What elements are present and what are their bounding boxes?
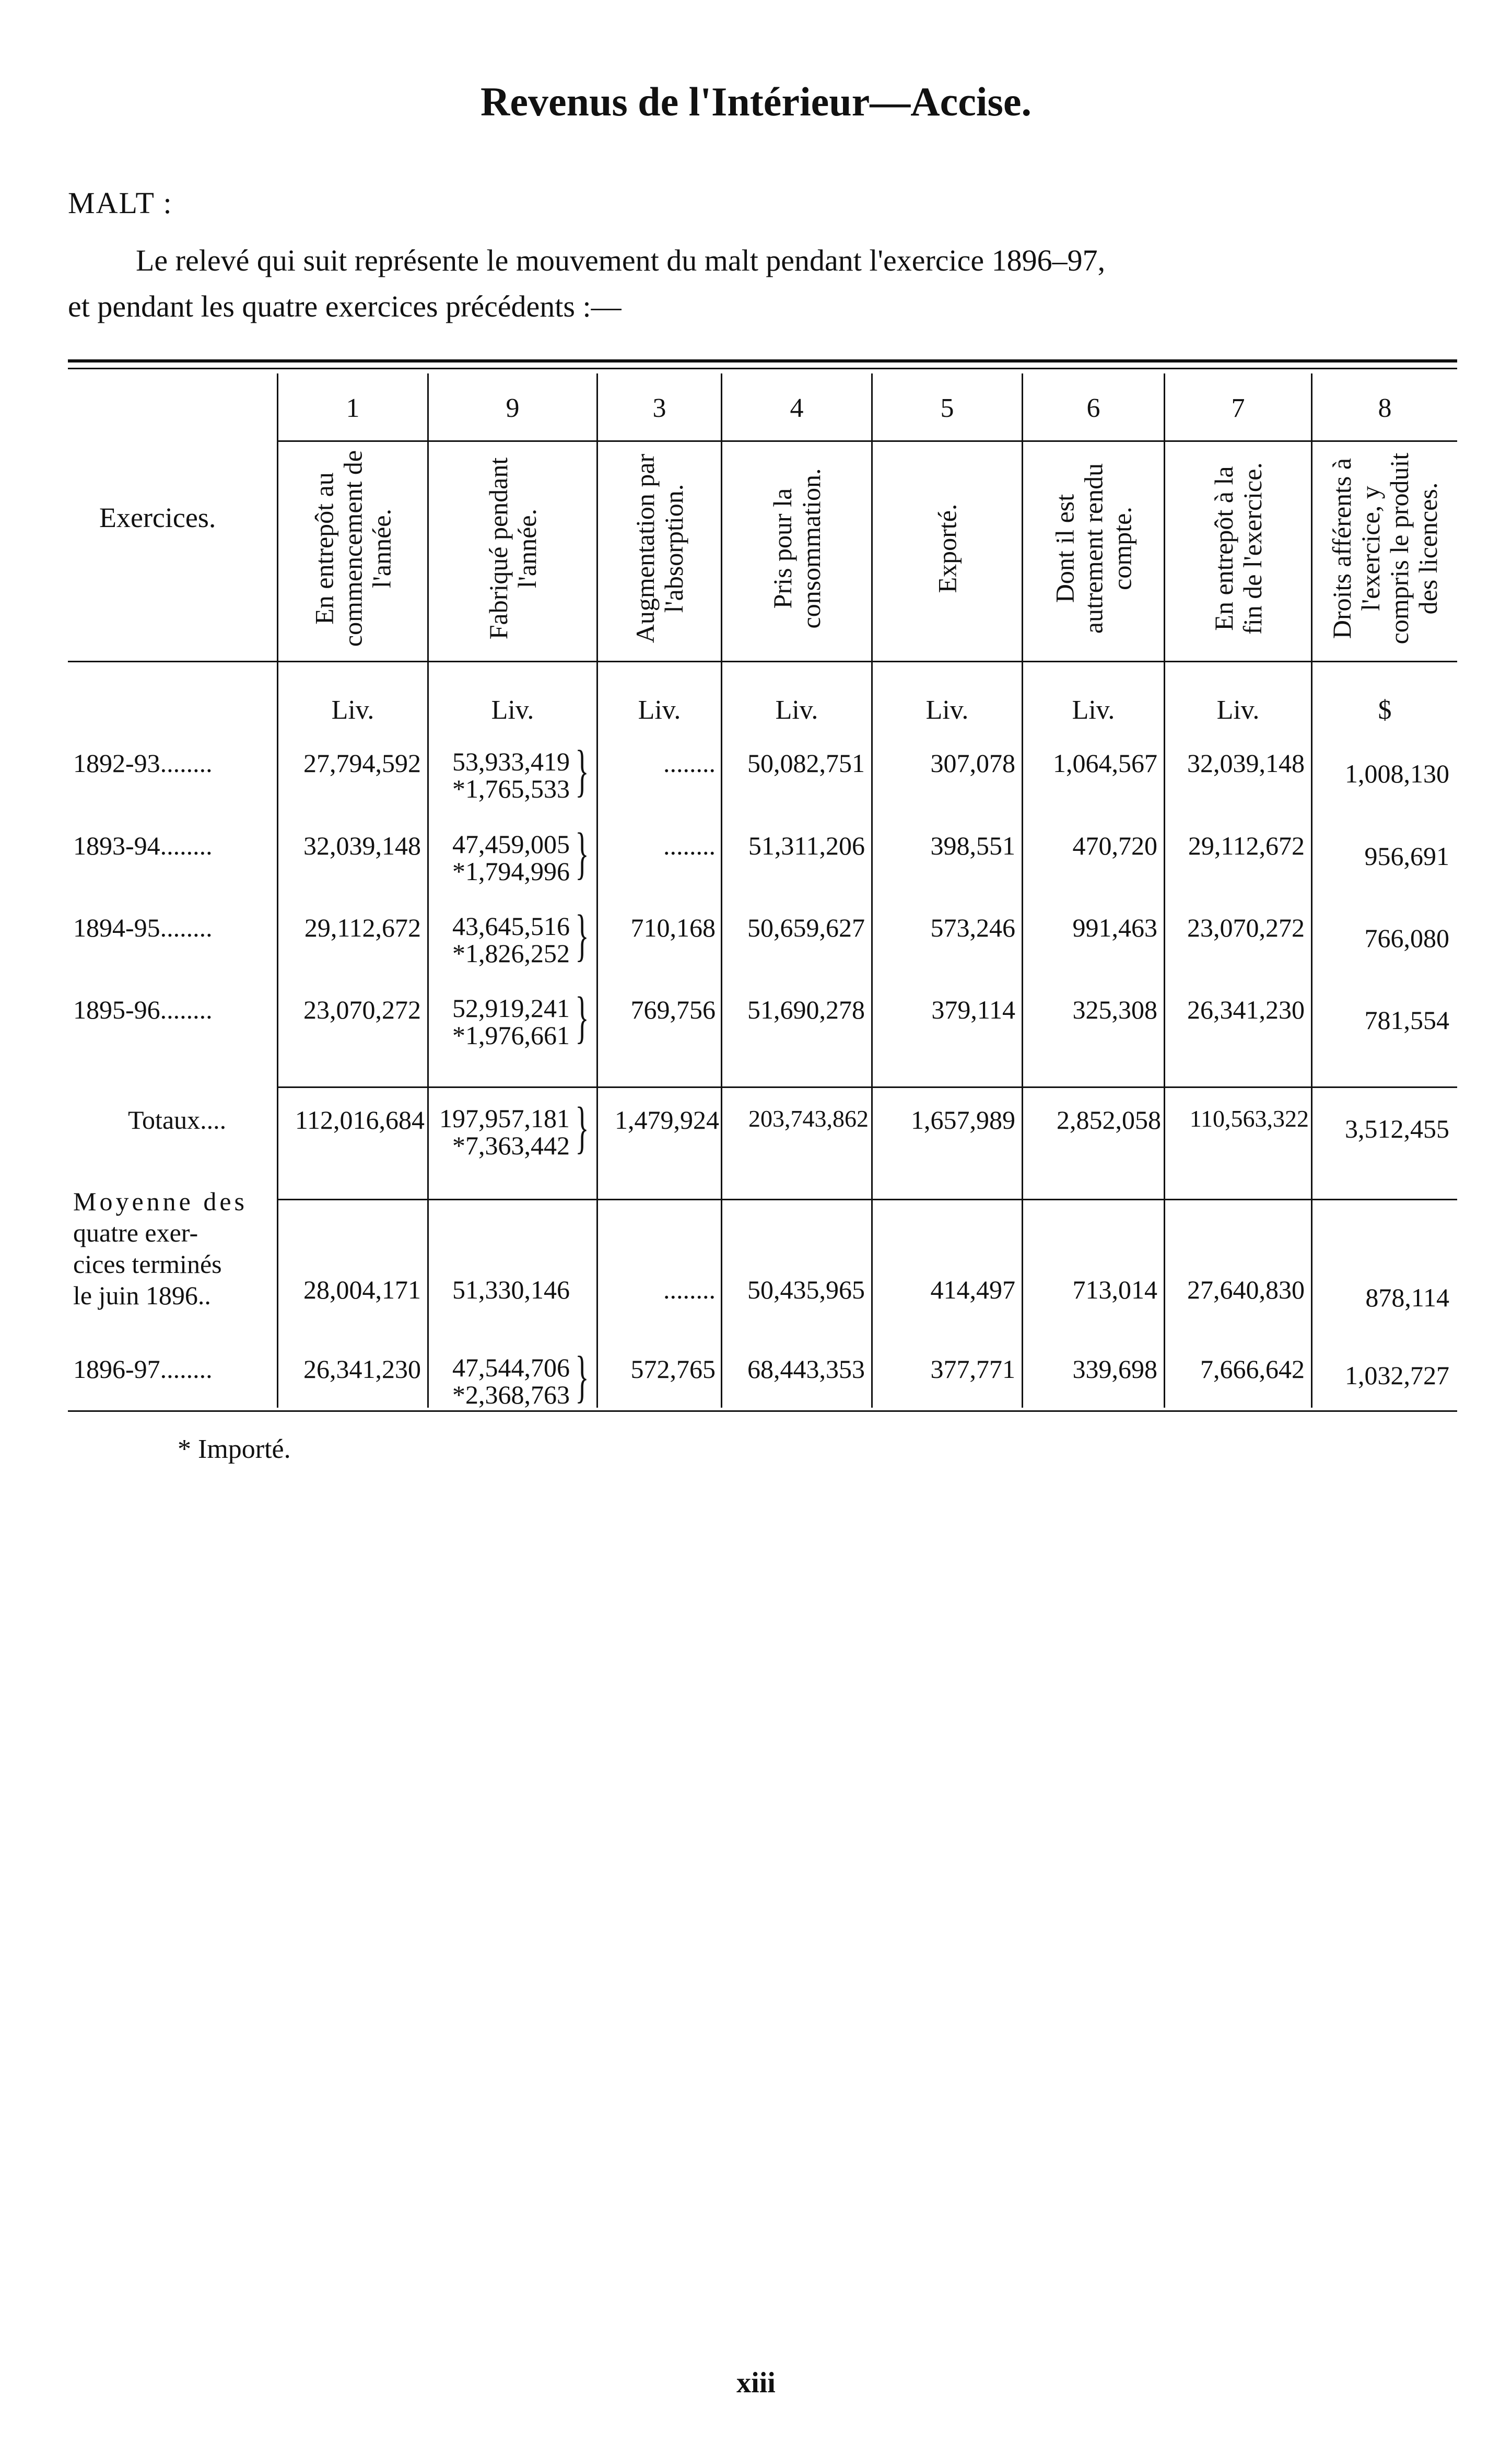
row-label: 1894-95........: [73, 913, 213, 942]
col-head-8: Droits afférents à l'exercice, y compris le produit des licences.: [1327, 452, 1443, 645]
brace: }: [575, 821, 589, 885]
col-num-1: 1: [346, 393, 360, 423]
cell-c1: 28,004,171: [303, 1275, 421, 1304]
cell-c2-made: 47,544,706: [452, 1353, 570, 1382]
col-num-4: 4: [790, 393, 804, 423]
cell-c4: 50,082,751: [747, 749, 865, 778]
cell-c2-imported: *1,794,996: [452, 857, 570, 886]
totals-label: Totaux....: [128, 1105, 227, 1135]
cell-c5: 1,657,989: [911, 1105, 1015, 1135]
brace: }: [575, 1344, 589, 1408]
cell-c6: 991,463: [1072, 913, 1157, 942]
cell-c7: 110,563,322: [1189, 1105, 1309, 1132]
col-head-1: En entrepôt au commencement de l'année.: [309, 450, 396, 647]
cell-c8: 878,114: [1365, 1283, 1449, 1312]
unit-8: $: [1378, 695, 1392, 725]
cell-c3: ........: [663, 1275, 716, 1304]
unit-4: Liv.: [775, 695, 818, 725]
cell-c7: 27,640,830: [1187, 1275, 1305, 1304]
cell-c7: 23,070,272: [1187, 913, 1305, 942]
cell-c3: ........: [663, 749, 716, 778]
cell-c7: 29,112,672: [1188, 831, 1305, 860]
intro-paragraph: [68, 238, 1457, 330]
section-heading: MALT :: [68, 186, 173, 220]
table-top-rule: [68, 359, 1457, 362]
cell-c3: 769,756: [630, 995, 716, 1024]
unit-5: Liv.: [925, 695, 969, 725]
col-head-5: Exporté.: [932, 504, 962, 593]
col-head-2: Fabriqué pendant l'année.: [483, 457, 542, 640]
brace: }: [575, 903, 589, 967]
cell-c8: 766,080: [1364, 923, 1449, 953]
cell-c4: 51,690,278: [747, 995, 865, 1024]
cell-c7: 32,039,148: [1187, 749, 1305, 778]
cell-c6: 713,014: [1072, 1275, 1157, 1304]
cell-c1: 32,039,148: [303, 831, 421, 860]
col-head-7: En entrepôt à la fin de l'exercice.: [1209, 462, 1267, 635]
cell-c5: 414,497: [930, 1275, 1015, 1304]
col-num-8: 8: [1378, 393, 1392, 423]
intro-line-2: et pendant les quatre exercices précédents :—: [68, 289, 622, 323]
row-label: 1893-94........: [73, 831, 213, 860]
page-title: Revenus de l'Intérieur—Accise.: [480, 79, 1032, 124]
table-bottom-rule: [68, 1410, 1457, 1412]
col-num-5: 5: [940, 393, 954, 423]
cell-c5: 573,246: [930, 913, 1015, 942]
cell-c6: 470,720: [1072, 831, 1157, 860]
cell-c2-imported: *1,976,661: [452, 1021, 570, 1050]
col-num-7: 7: [1231, 393, 1245, 423]
col-head-6: Dont il est autrement rendu compte.: [1050, 463, 1136, 634]
unit-7: Liv.: [1216, 695, 1260, 725]
cell-c2-made: 197,957,181: [439, 1104, 570, 1133]
cell-c4: 68,443,353: [747, 1354, 865, 1384]
cell-c6: 1,064,567: [1053, 749, 1157, 778]
intro-line-1: Le relevé qui suit représente le mouvement du malt pendant l'exercice 1896–97,: [136, 243, 1106, 277]
cell-c4: 51,311,206: [748, 831, 865, 860]
cell-c7: 7,666,642: [1200, 1354, 1305, 1384]
colnum-rule: [278, 440, 1457, 442]
cell-c1: 27,794,592: [303, 749, 421, 778]
cell-c6: 339,698: [1072, 1354, 1157, 1384]
cell-c6: 325,308: [1072, 995, 1157, 1024]
cell-c8: 1,032,727: [1345, 1361, 1449, 1390]
cell-c6: 2,852,058: [1057, 1105, 1161, 1135]
exercises-header: Exercices.: [99, 502, 216, 533]
cell-c2-made: 43,645,516: [452, 911, 570, 941]
col-head-3: Augmentation par l'absorption.: [630, 453, 688, 644]
cell-c2: 51,330,146: [452, 1275, 570, 1304]
totals-top-rule: [278, 1086, 1457, 1088]
cell-c3: 1,479,924: [615, 1105, 719, 1135]
cell-c2-imported: *2,368,763: [452, 1380, 570, 1409]
cell-c5: 307,078: [930, 749, 1015, 778]
cell-c4: 50,435,965: [747, 1275, 865, 1304]
brace: }: [575, 739, 589, 802]
col-num-2: 9: [506, 393, 520, 423]
cell-c7: 26,341,230: [1187, 995, 1305, 1024]
cell-c5: 377,771: [930, 1354, 1015, 1384]
cell-c4: 203,743,862: [748, 1105, 869, 1132]
row-label: 1892-93........: [73, 749, 213, 778]
cell-c1: 112,016,684: [295, 1105, 425, 1135]
cell-c4: 50,659,627: [747, 913, 865, 942]
cell-c1: 29,112,672: [304, 913, 421, 942]
cell-c8: 3,512,455: [1345, 1114, 1449, 1143]
col-num-3: 3: [652, 393, 666, 423]
brace: }: [575, 985, 589, 1049]
footnote: * Importé.: [178, 1434, 291, 1464]
cell-c1: 26,341,230: [303, 1354, 421, 1384]
unit-6: Liv.: [1072, 695, 1115, 725]
table-top-rule-2: [68, 368, 1457, 369]
header-bottom-rule: [68, 661, 1457, 662]
cell-c2-made: 53,933,419: [452, 747, 570, 776]
cell-c2-made: 47,459,005: [452, 829, 570, 859]
cell-c8: 1,008,130: [1345, 759, 1449, 788]
unit-2: Liv.: [491, 695, 534, 725]
cell-c8: 781,554: [1364, 1005, 1449, 1035]
totals-bottom-rule: [278, 1199, 1457, 1200]
col-num-6: 6: [1086, 393, 1100, 423]
cell-c3: 710,168: [630, 913, 716, 942]
average-label: Moyenne des quatre exer- cices terminés le juin 1896..: [73, 1187, 248, 1310]
brace: }: [575, 1095, 589, 1159]
row-label: 1896-97........: [73, 1354, 213, 1384]
cell-c2-imported: *7,363,442: [452, 1131, 570, 1160]
cell-c2-imported: *1,765,533: [452, 774, 570, 803]
cell-c2-imported: *1,826,252: [452, 939, 570, 968]
unit-3: Liv.: [638, 695, 681, 725]
cell-c1: 23,070,272: [303, 995, 421, 1024]
unit-1: Liv.: [331, 695, 374, 725]
cell-c3: ........: [663, 831, 716, 860]
cell-c2-made: 52,919,241: [452, 993, 570, 1023]
row-label: 1895-96........: [73, 995, 213, 1024]
cell-c3: 572,765: [630, 1354, 716, 1384]
col-head-4: Pris pour la consommation.: [767, 468, 826, 629]
cell-c5: 379,114: [931, 995, 1015, 1024]
cell-c5: 398,551: [930, 831, 1015, 860]
page-number: xiii: [736, 2367, 776, 2399]
cell-c8: 956,691: [1364, 841, 1449, 871]
